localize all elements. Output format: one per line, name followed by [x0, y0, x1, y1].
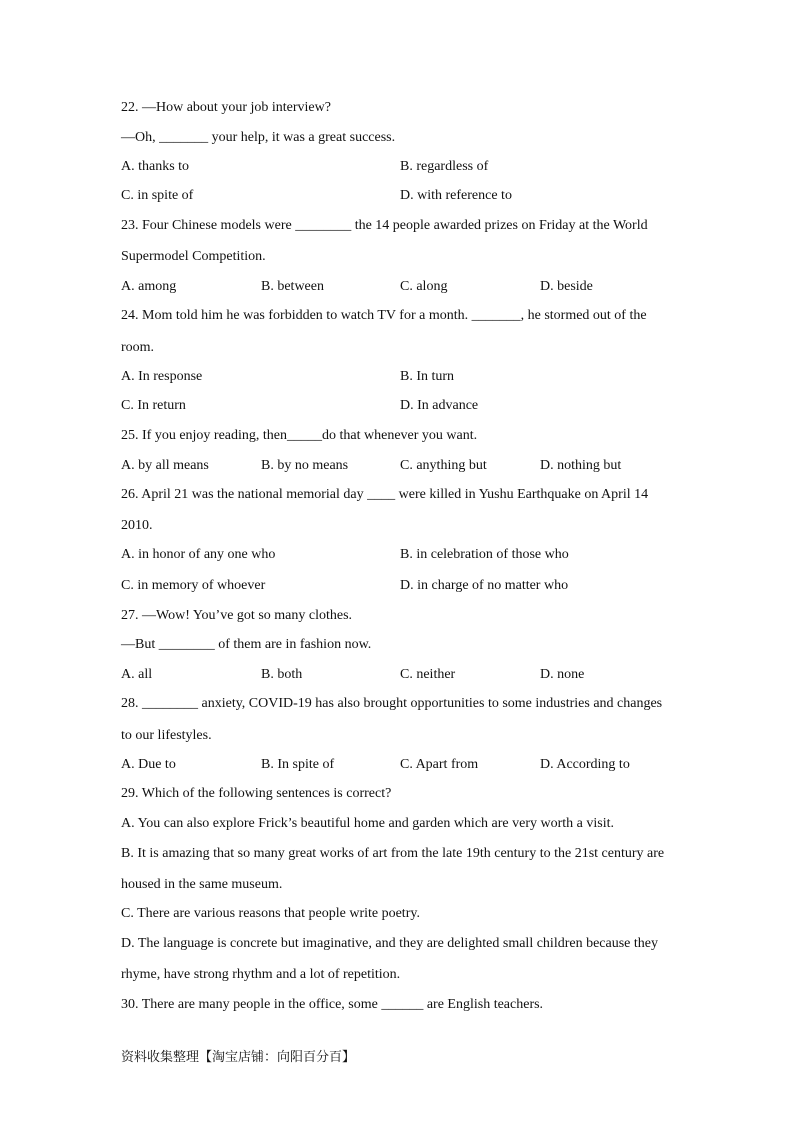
question-25-option-d: D. nothing but — [540, 458, 622, 473]
question-24-stem: 24. Mom told him he was forbidden to watch TV for a month. _______, he stormed out of the — [121, 308, 647, 323]
question-23-option-d: D. beside — [540, 279, 593, 294]
question-24-option-c: C. In return — [121, 398, 186, 413]
question-24-option-d: D. In advance — [400, 398, 479, 413]
question-23-option-a: A. among — [121, 279, 177, 294]
question-27-stem: 27. —Wow! You’ve got so many clothes. — [121, 608, 353, 623]
question-30-stem: 30. There are many people in the office, some ______ are English teachers. — [121, 997, 544, 1012]
question-22-option-a: A. thanks to — [121, 159, 190, 174]
question-29-stem: 29. Which of the following sentences is correct? — [121, 786, 392, 801]
question-28-stem-continued: to our lifestyles. — [121, 728, 212, 743]
question-24-option-a: A. In response — [121, 369, 203, 384]
question-23-option-b: B. between — [261, 279, 324, 294]
question-28-option-b: B. In spite of — [261, 757, 335, 772]
question-29-option-b: B. It is amazing that so many great works of art from the late 19th century to the 21st century are — [121, 846, 665, 861]
question-26-stem: 26. April 21 was the national memorial day ____ were killed in Yushu Earthquake on April 14 — [121, 487, 649, 502]
question-27-option-c: C. neither — [400, 667, 456, 682]
question-27-option-b: B. both — [261, 667, 303, 682]
question-23-stem: 23. Four Chinese models were ________ the 14 people awarded prizes on Friday at the World — [121, 218, 648, 233]
question-22-option-b: B. regardless of — [400, 159, 489, 174]
question-26-option-b: B. in celebration of those who — [400, 547, 569, 562]
question-25-option-a: A. by all means — [121, 458, 209, 473]
question-29-option-c: C. There are various reasons that people write poetry. — [121, 906, 420, 921]
question-23-stem-continued: Supermodel Competition. — [121, 249, 266, 264]
question-27-option-d: D. none — [540, 667, 585, 682]
question-25-option-c: C. anything but — [400, 458, 487, 473]
question-24-stem-continued: room. — [121, 340, 155, 355]
question-27-option-a: A. all — [121, 667, 153, 682]
question-28-option-d: D. According to — [540, 757, 630, 772]
question-29-option-b-continued: housed in the same museum. — [121, 877, 283, 892]
question-29-option-d-continued: rhyme, have strong rhythm and a lot of repetition. — [121, 967, 401, 982]
question-28-option-c: C. Apart from — [400, 757, 479, 772]
question-26-option-a: A. in honor of any one who — [121, 547, 276, 562]
question-22-dialogue: —Oh, _______ your help, it was a great success. — [121, 130, 396, 145]
question-26-stem-continued: 2010. — [121, 518, 153, 533]
question-27-dialogue: —But ________ of them are in fashion now. — [121, 637, 372, 652]
question-22-option-d: D. with reference to — [400, 188, 512, 203]
question-22-option-c: C. in spite of — [121, 188, 194, 203]
question-26-option-c: C. in memory of whoever — [121, 578, 266, 593]
question-23-option-c: C. along — [400, 279, 448, 294]
question-22-stem: 22. —How about your job interview? — [121, 100, 331, 115]
question-25-option-b: B. by no means — [261, 458, 349, 473]
page-footer: 资料收集整理【淘宝店铺：向阳百分百】 — [121, 1050, 356, 1065]
question-28-stem: 28. ________ anxiety, COVID-19 has also brought opportunities to some industries and changes — [121, 696, 663, 711]
question-28-option-a: A. Due to — [121, 757, 176, 772]
question-29-option-d: D. The language is concrete but imaginative, and they are delighted small children because they — [121, 936, 658, 951]
question-24-option-b: B. In turn — [400, 369, 455, 384]
question-26-option-d: D. in charge of no matter who — [400, 578, 569, 593]
question-29-option-a: A. You can also explore Frick’s beautiful home and garden which are very worth a visit. — [121, 816, 614, 831]
question-25-stem: 25. If you enjoy reading, then_____do that whenever you want. — [121, 428, 478, 443]
